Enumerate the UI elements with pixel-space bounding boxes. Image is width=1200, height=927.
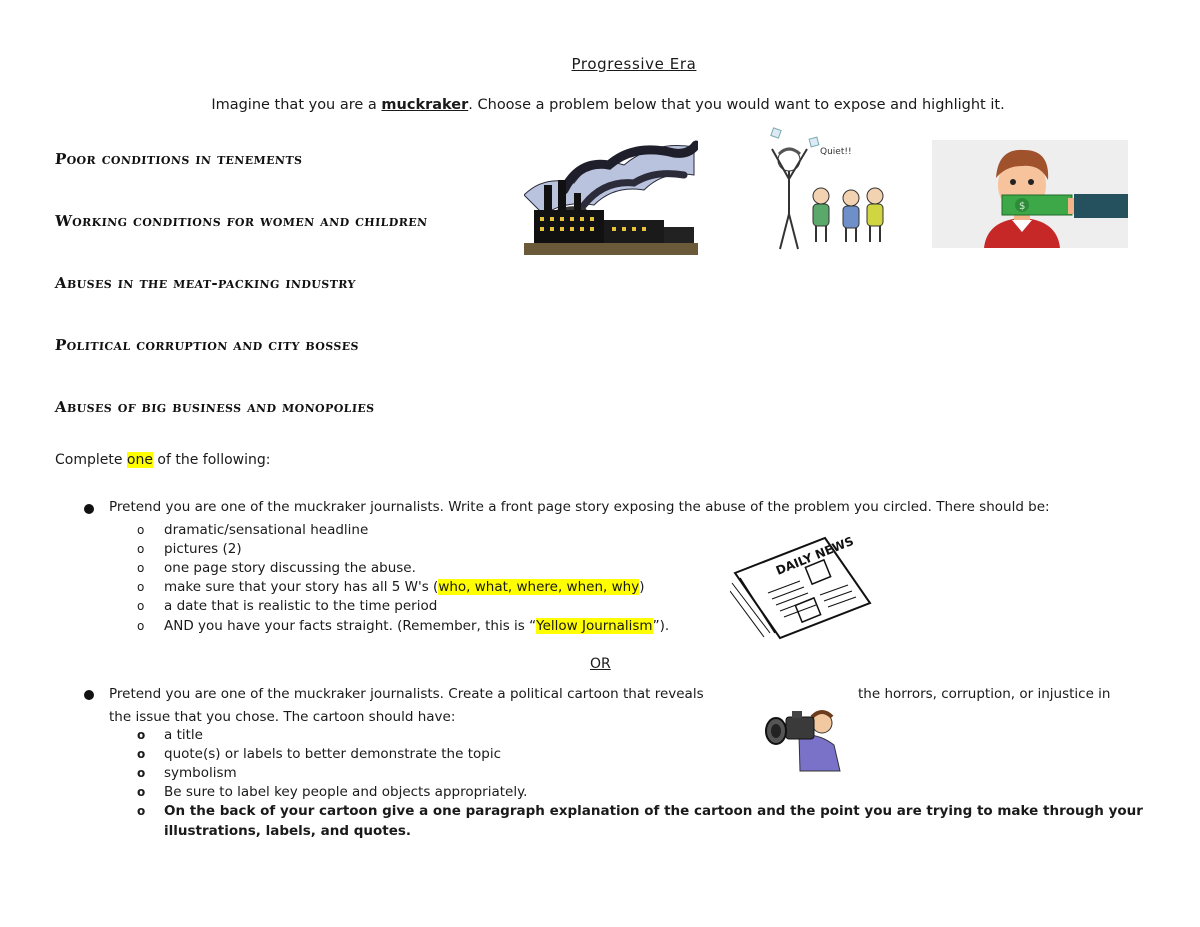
option1-text: Pretend you are one of the muckraker journalists. Write a front page story exposing the abuse of the problem you circled. There should be: <box>109 499 1050 515</box>
newspaper-masthead-text: DAILY NEWS <box>773 533 856 578</box>
complete-highlight: one <box>126 452 153 468</box>
complete-instruction <box>55 452 270 468</box>
or-separator: OR <box>590 656 611 672</box>
option2-line1: Pretend you are one of the muckraker journalists. Create a political cartoon that reveals <box>109 686 704 702</box>
option2-bold-item-line2: illustrations, labels, and quotes. <box>164 823 412 839</box>
option2-line1-end: the horrors, corruption, or injustice in <box>858 686 1111 702</box>
cartoon-teacher-kids-image <box>762 124 892 252</box>
topic-big-business: Abuses of big business and monopolies <box>54 398 376 416</box>
topic-tenements: Poor conditions in tenements <box>54 150 304 168</box>
factory-smoke-image <box>524 135 698 255</box>
intro-keyword: muckraker <box>381 97 469 113</box>
complete-before: Complete <box>55 452 127 468</box>
intro-before: Imagine that you are a <box>211 97 382 113</box>
topic-political-corruption: Political corruption and city bosses <box>54 336 360 354</box>
page-title: Progressive Era <box>571 55 697 73</box>
complete-after: of the following: <box>152 452 271 468</box>
option2-line2: the issue that you chose. The cartoon should have: <box>109 709 456 725</box>
cartoon-caption-text: Quiet!! <box>820 147 852 157</box>
intro-after: . Choose a problem below that you would want to expose and highlight it. <box>468 97 1005 113</box>
topic-meat-packing: Abuses in the meat-packing industry <box>54 274 357 292</box>
intro-text <box>0 97 1200 113</box>
newspaper-image <box>730 533 875 641</box>
bullet-dot <box>84 504 94 514</box>
money-symbol-text: $ <box>1019 201 1026 212</box>
photographer-image <box>764 705 844 773</box>
topic-working-conditions: Working conditions for women and children <box>54 212 429 230</box>
bribe-money-image <box>932 140 1128 248</box>
bullet-dot <box>84 690 94 700</box>
